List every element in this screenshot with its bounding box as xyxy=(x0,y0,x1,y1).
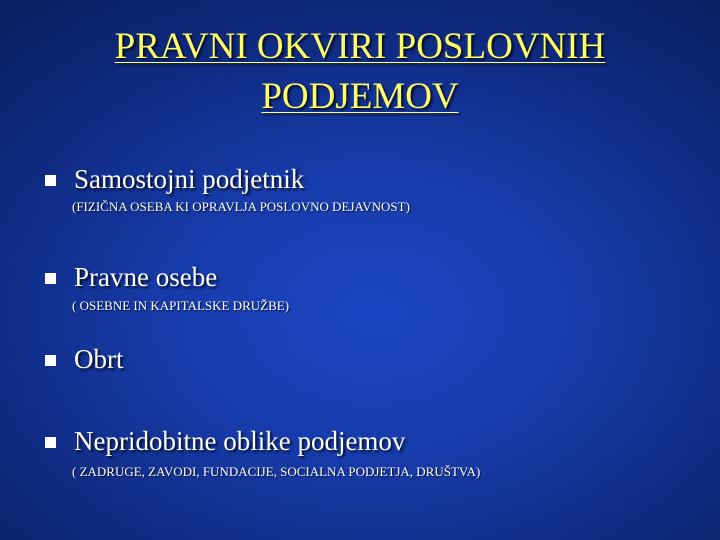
square-bullet-icon xyxy=(45,273,56,284)
slide-title-line-2: PODJEMOV xyxy=(261,76,459,117)
list-item-label: Samostojni podjetnik xyxy=(74,164,305,194)
list-item-label: Nepridobitne oblike podjemov xyxy=(74,426,406,456)
square-bullet-icon xyxy=(45,355,56,366)
list-item-label: Obrt xyxy=(74,344,124,374)
list-item-label: Pravne osebe xyxy=(74,262,218,292)
slide-title-line-1: PRAVNI OKVIRI POSLOVNIH xyxy=(114,26,606,67)
slide-title xyxy=(60,22,660,122)
square-bullet-icon xyxy=(45,175,56,186)
list-item-subtext: ( ZADRUGE, ZAVODI, FUNDACIJE, SOCIALNA PODJETJA, DRUŠTVA) xyxy=(72,464,481,479)
list-item-subtext: ( OSEBNE IN KAPITALSKE DRUŽBE) xyxy=(72,298,290,313)
list-item-subtext: (FIZIČNA OSEBA KI OPRAVLJA POSLOVNO DEJAVNOST) xyxy=(72,199,410,214)
square-bullet-icon xyxy=(45,437,56,448)
